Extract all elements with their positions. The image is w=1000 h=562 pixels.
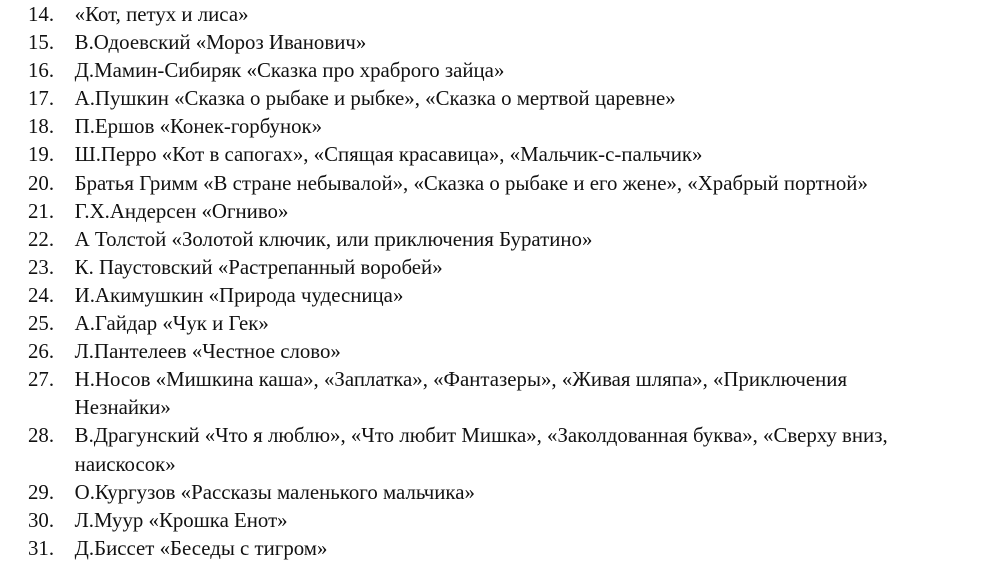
list-item <box>28 112 993 140</box>
list-item <box>28 169 993 197</box>
list-item <box>28 309 993 337</box>
list-item-number: 18. <box>28 114 55 139</box>
list-item-text: «Кот, петух и лиса» <box>74 2 249 26</box>
list-item-text: Д.Мамин-Сибиряк «Сказка про храброго зайца» <box>74 58 505 83</box>
list-item-continuation: Незнайки» <box>74 395 171 420</box>
list-item-text: В.Одоевский «Мороз Иванович» <box>74 30 367 55</box>
list-item-text: П.Ершов «Конек-горбунок» <box>74 114 323 139</box>
list-item <box>28 140 993 168</box>
list-item-text: О.Кургузов «Рассказы маленького мальчика» <box>74 479 475 504</box>
list-item <box>28 534 993 562</box>
list-item-text: А Толстой «Золотой ключик, или приключения Буратино» <box>74 226 593 251</box>
list-item-number: 26. <box>28 339 55 364</box>
list-item-number: 23. <box>28 254 55 279</box>
list-item-number: 24. <box>28 282 55 307</box>
list-item-number: 31. <box>28 535 55 560</box>
list-item-number: 27. <box>28 367 55 392</box>
list-item <box>28 197 993 225</box>
list-item <box>28 28 993 56</box>
list-item <box>28 253 993 281</box>
list-item-number: 20. <box>28 170 55 195</box>
list-item-number: 15. <box>28 30 55 55</box>
book-list <box>28 0 1000 562</box>
list-item-number: 17. <box>28 86 55 111</box>
list-item <box>28 478 993 506</box>
list-item-text: Г.Х.Андерсен «Огниво» <box>74 198 289 223</box>
list-item <box>28 421 993 449</box>
list-item <box>28 0 993 28</box>
list-item-number: 29. <box>28 479 55 504</box>
list-item-number: 16. <box>28 58 55 83</box>
list-item-text: К. Паустовский «Растрепанный воробей» <box>74 254 443 279</box>
list-item-number: 21. <box>28 198 55 223</box>
list-item-text: И.Акимушкин «Природа чудесница» <box>74 282 404 307</box>
list-item-text: Братья Гримм «В стране небывалой», «Сказка о рыбаке и его жене», «Храбрый портной» <box>74 170 868 195</box>
list-item-text: В.Драгунский «Что я люблю», «Что любит Мишка», «Заколдованная буква», «Сверху вниз, <box>74 423 888 448</box>
list-item-text: А.Гайдар «Чук и Гек» <box>74 311 269 336</box>
list-item <box>28 56 993 84</box>
list-item-number: 25. <box>28 311 55 336</box>
list-item-text: Л.Пантелеев «Честное слово» <box>74 339 341 364</box>
list-item-text: Ш.Перро «Кот в сапогах», «Спящая красавица», «Мальчик-с-пальчик» <box>74 142 703 167</box>
list-item <box>28 225 993 253</box>
list-item-text: А.Пушкин «Сказка о рыбаке и рыбке», «Сказка о мертвой царевне» <box>74 86 676 111</box>
list-item <box>28 337 993 365</box>
list-item-text: Д.Биссет «Беседы с тигром» <box>74 535 328 560</box>
list-item <box>28 84 993 112</box>
list-item-continuation: наискосок» <box>74 451 176 476</box>
list-item-number: 28. <box>28 423 55 448</box>
list-item-number: 19. <box>28 142 55 167</box>
list-item <box>28 365 993 393</box>
list-item-text: Н.Носов «Мишкина каша», «Заплатка», «Фантазеры», «Живая шляпа», «Приключения <box>74 367 848 392</box>
list-item-number: 22. <box>28 226 55 251</box>
list-item-number: 30. <box>28 507 55 532</box>
list-item <box>28 281 993 309</box>
list-item-number: 14. <box>28 2 55 26</box>
list-item-text: Л.Муур «Крошка Енот» <box>74 507 288 532</box>
list-item <box>28 506 993 534</box>
